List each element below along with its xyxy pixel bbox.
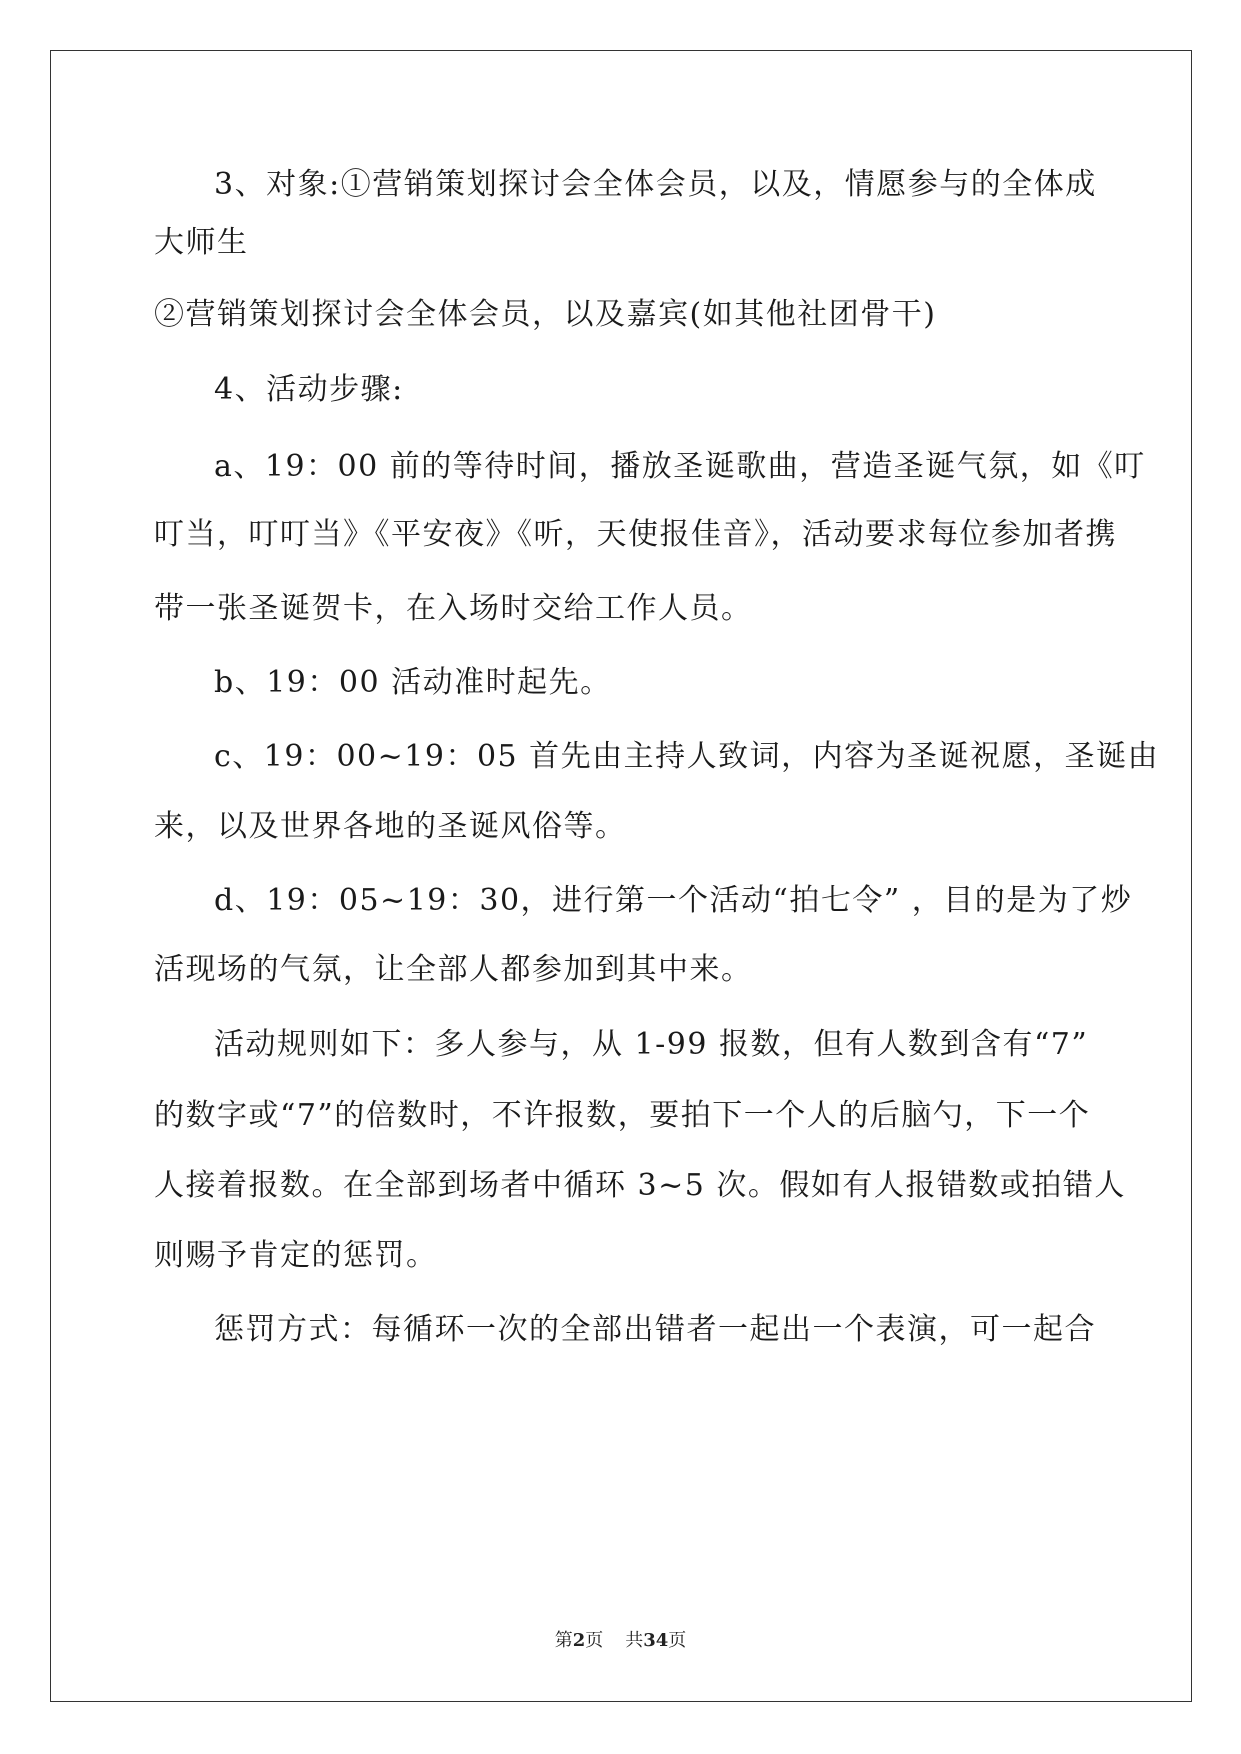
page-footer [0,1630,1241,1652]
text-line: c、19：00~19：05 首先由主持人致词，内容为圣诞祝愿，圣诞由 [214,739,1160,774]
text-line: a、19：00 前的等待时间，播放圣诞歌曲，营造圣诞气氛，如《叮 [214,449,1146,484]
total-prefix: 共 [625,1630,644,1651]
text-line: 4、活动步骤: [214,372,404,407]
text-line: 带一张圣诞贺卡，在入场时交给工作人员。 [154,591,753,626]
text-line: 活动规则如下：多人参与，从 1-99 报数，但有人数到含有“7” [214,1027,1089,1062]
page-suffix: 页 [585,1630,604,1651]
text-line: 3、对象:①营销策划探讨会全体会员，以及，情愿参与的全体成 [214,167,1097,202]
page-number: 2 [572,1630,586,1651]
page-prefix: 第 [554,1630,573,1651]
text-line: 大师生 [154,225,249,260]
text-line: 惩罚方式：每循环一次的全部出错者一起出一个表演，可一起合 [214,1312,1096,1347]
text-line: d、19：05~19：30，进行第一个活动“拍七令” ，目的是为了炒 [214,883,1133,918]
text-line: 则赐予肯定的惩罚。 [154,1238,438,1273]
total-pages: 34 [643,1630,669,1651]
text-line: 叮当，叮叮当》《平安夜》《听，天使报佳音》，活动要求每位参加者携 [154,517,1117,552]
text-line: 来，以及世界各地的圣诞风俗等。 [154,809,627,844]
text-line: ②营销策划探讨会全体会员，以及嘉宾(如其他社团骨干) [154,297,937,332]
text-line: 的数字或“7”的倍数时，不许报数，要拍下一个人的后脑勺，下一个 [154,1098,1091,1133]
total-suffix: 页 [668,1630,687,1651]
text-line: b、19：00 活动准时起先。 [214,665,612,700]
text-line: 人接着报数。在全部到场者中循环 3~5 次。假如有人报错数或拍错人 [154,1168,1126,1203]
text-line: 活现场的气氛，让全部人都参加到其中来。 [154,952,753,987]
